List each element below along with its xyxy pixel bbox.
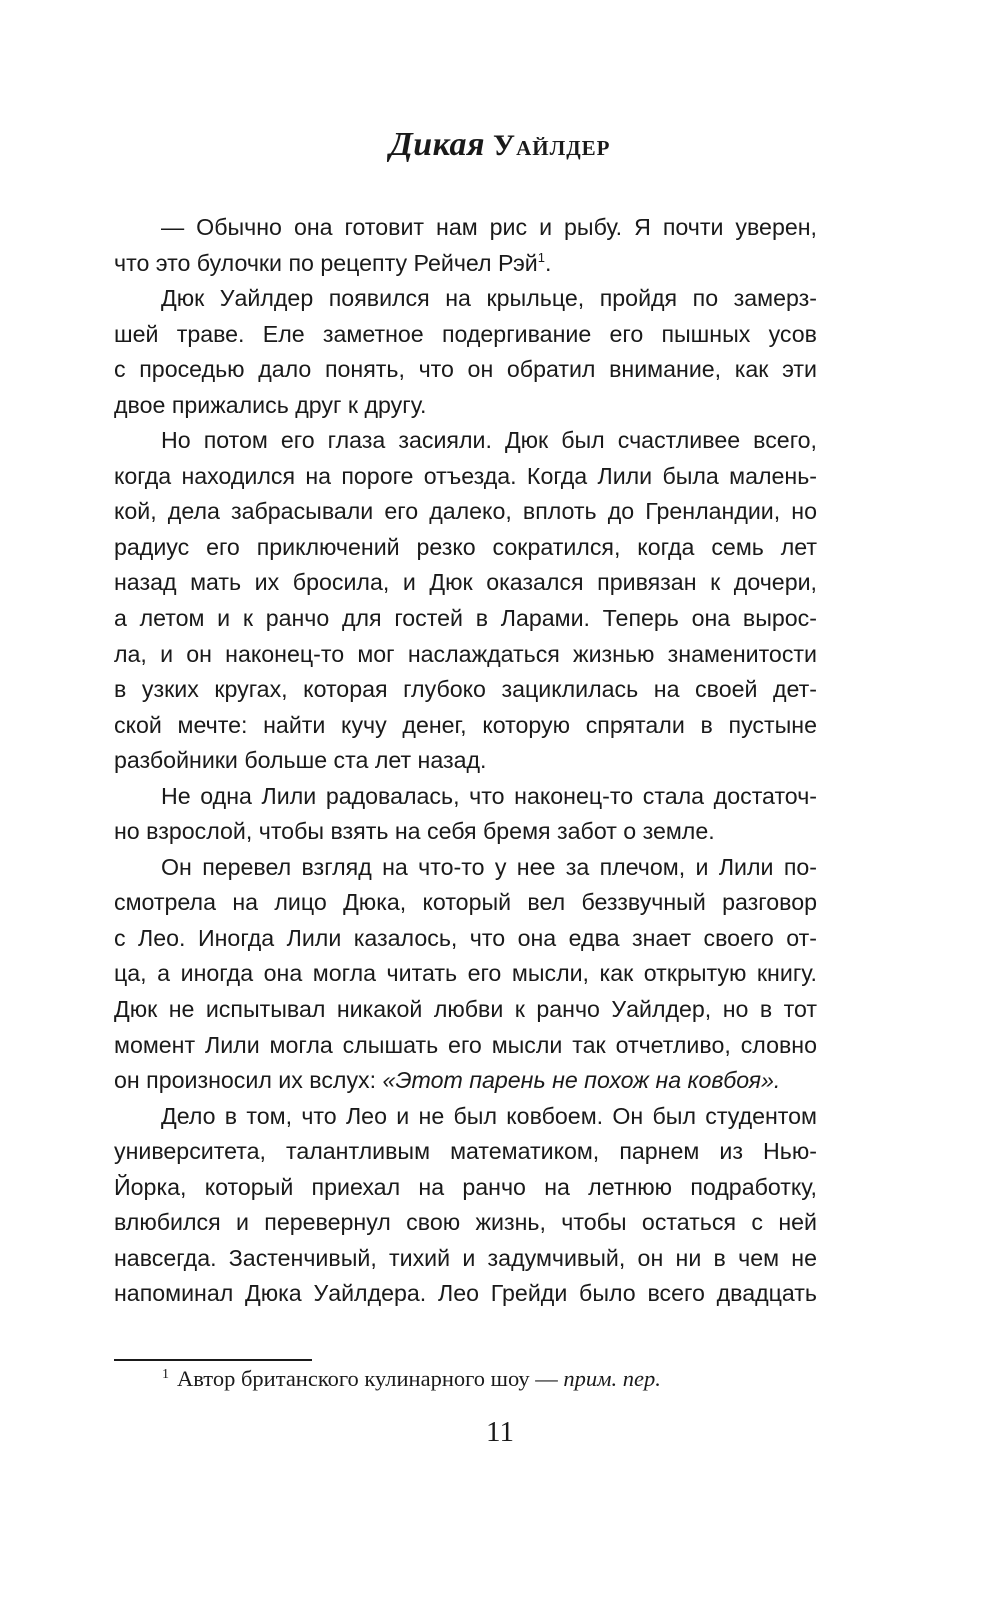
running-head bbox=[0, 126, 1000, 164]
text-line bbox=[114, 743, 817, 779]
text-line bbox=[114, 530, 817, 566]
text-line-content: ла, и он наконец-то мог наслаждаться жизнью знаменитости bbox=[114, 640, 817, 667]
text-line bbox=[114, 1028, 817, 1064]
text-line-content: Дело в том, что Лео и не был ковбоем. Он был студентом bbox=[161, 1102, 817, 1129]
text-line-content: он произносил их вслух: bbox=[114, 1067, 383, 1094]
text-line bbox=[114, 1170, 817, 1206]
text-line-content: ца, а иногда она могла читать его мысли, как открытую книгу. bbox=[114, 960, 817, 987]
text-line bbox=[114, 317, 817, 353]
text-line-content: кой, дела забрасывали его далеко, вплоть до Гренландии, но bbox=[114, 498, 817, 525]
text-line-content: Но потом его глаза засияли. Дюк был счастливее всего, bbox=[161, 427, 817, 454]
text-line-content: но взрослой, чтобы взять на себя бремя забот о земле. bbox=[114, 818, 715, 845]
text-line bbox=[114, 1063, 817, 1099]
text-line-content: влюбился и перевернул свою жизнь, чтобы остаться с ней bbox=[114, 1209, 817, 1236]
text-line bbox=[114, 885, 817, 921]
text-line bbox=[114, 388, 817, 424]
text-line bbox=[114, 779, 817, 815]
text-line bbox=[114, 1099, 817, 1135]
text-line-content: назад мать их бросила, и Дюк оказался привязан к дочери, bbox=[114, 569, 817, 596]
footnote-ref: 1 bbox=[537, 249, 545, 265]
footnote bbox=[162, 1366, 661, 1392]
text-line bbox=[114, 992, 817, 1028]
text-line-content: Дюк не испытывал никакой любви к ранчо Уайлдер, но в тот bbox=[114, 996, 817, 1023]
footnote-note: прим. пер. bbox=[563, 1366, 661, 1391]
text-line bbox=[114, 814, 817, 850]
text-line-content: с проседью дало понять, что он обратил внимание, как эти bbox=[114, 356, 817, 383]
text-line-content: смотрела на лицо Дюка, который вел беззвучный разговор bbox=[114, 889, 817, 916]
text-line bbox=[114, 956, 817, 992]
text-line bbox=[114, 1276, 817, 1312]
text-line-content: что это булочки по рецепту Рейчел Рэй bbox=[114, 249, 538, 276]
text-line bbox=[114, 565, 817, 601]
text-line-content: Йорка, который приехал на ранчо на летнюю подработку, bbox=[114, 1173, 817, 1200]
footnote-text: Автор британского кулинарного шоу — bbox=[177, 1366, 564, 1391]
running-head-caps: Уайлдер bbox=[493, 129, 611, 162]
text-line-content: — Обычно она готовит нам рис и рыбу. Я почти уверен, bbox=[161, 214, 817, 240]
text-line bbox=[114, 423, 817, 459]
text-line bbox=[114, 708, 817, 744]
text-line-content: двое прижались друг к другу. bbox=[114, 391, 427, 418]
text-line-content: когда находился на пороге отъезда. Когда Лили была малень- bbox=[114, 462, 817, 489]
text-line-content: напоминал Дюка Уайлдера. Лео Грейди было всего двадцать bbox=[114, 1280, 817, 1307]
text-line-content: радиус его приключений резко сократился, когда семь лет bbox=[114, 533, 817, 560]
text-line-tail: . bbox=[544, 249, 552, 276]
text-line-content: навсегда. Застенчивый, тихий и задумчивый, он ни в чем не bbox=[114, 1244, 817, 1271]
text-line bbox=[114, 459, 817, 495]
text-line bbox=[114, 352, 817, 388]
text-line bbox=[114, 850, 817, 886]
footnote-rule bbox=[114, 1359, 312, 1361]
body-text bbox=[114, 210, 817, 1312]
text-line bbox=[114, 210, 817, 246]
text-line-content: с Лео. Иногда Лили казалось, что она едва знает своего от- bbox=[114, 924, 817, 951]
page-number: 11 bbox=[486, 1416, 514, 1448]
text-line-content: ской мечте: найти кучу денег, которую спрятали в пустыне bbox=[114, 711, 817, 738]
italic-thought: «Этот парень не похож на ковбоя». bbox=[382, 1067, 781, 1094]
text-line bbox=[114, 246, 817, 282]
text-line bbox=[114, 1241, 817, 1277]
text-line bbox=[114, 1205, 817, 1241]
text-line-content: Дюк Уайлдер появился на крыльце, пройдя по замерз- bbox=[161, 285, 817, 312]
text-line bbox=[114, 1134, 817, 1170]
running-head-script: Дикая bbox=[389, 126, 486, 163]
text-line-content: в узких кругах, которая глубоко зациклилась на своей дет- bbox=[114, 676, 817, 703]
text-line bbox=[114, 637, 817, 673]
text-line bbox=[114, 601, 817, 637]
text-line-content: момент Лили могла слышать его мысли так отчетливо, словно bbox=[114, 1031, 817, 1058]
text-line-content: разбойники больше ста лет назад. bbox=[114, 747, 487, 774]
text-line-content: Он перевел взгляд на что-то у нее за плечом, и Лили по- bbox=[161, 853, 817, 880]
text-line bbox=[114, 281, 817, 317]
text-line bbox=[114, 494, 817, 530]
text-line bbox=[114, 672, 817, 708]
text-line-content: шей траве. Еле заметное подергивание его пышных усов bbox=[114, 320, 817, 347]
text-line-content: Не одна Лили радовалась, что наконец-то стала достаточ- bbox=[161, 782, 817, 809]
text-line-content: университета, талантливым математиком, парнем из Нью- bbox=[114, 1138, 817, 1165]
footnote-number: 1 bbox=[162, 1367, 169, 1382]
text-line-content: а летом и к ранчо для гостей в Ларами. Теперь она вырос- bbox=[114, 605, 817, 632]
text-line bbox=[114, 921, 817, 957]
